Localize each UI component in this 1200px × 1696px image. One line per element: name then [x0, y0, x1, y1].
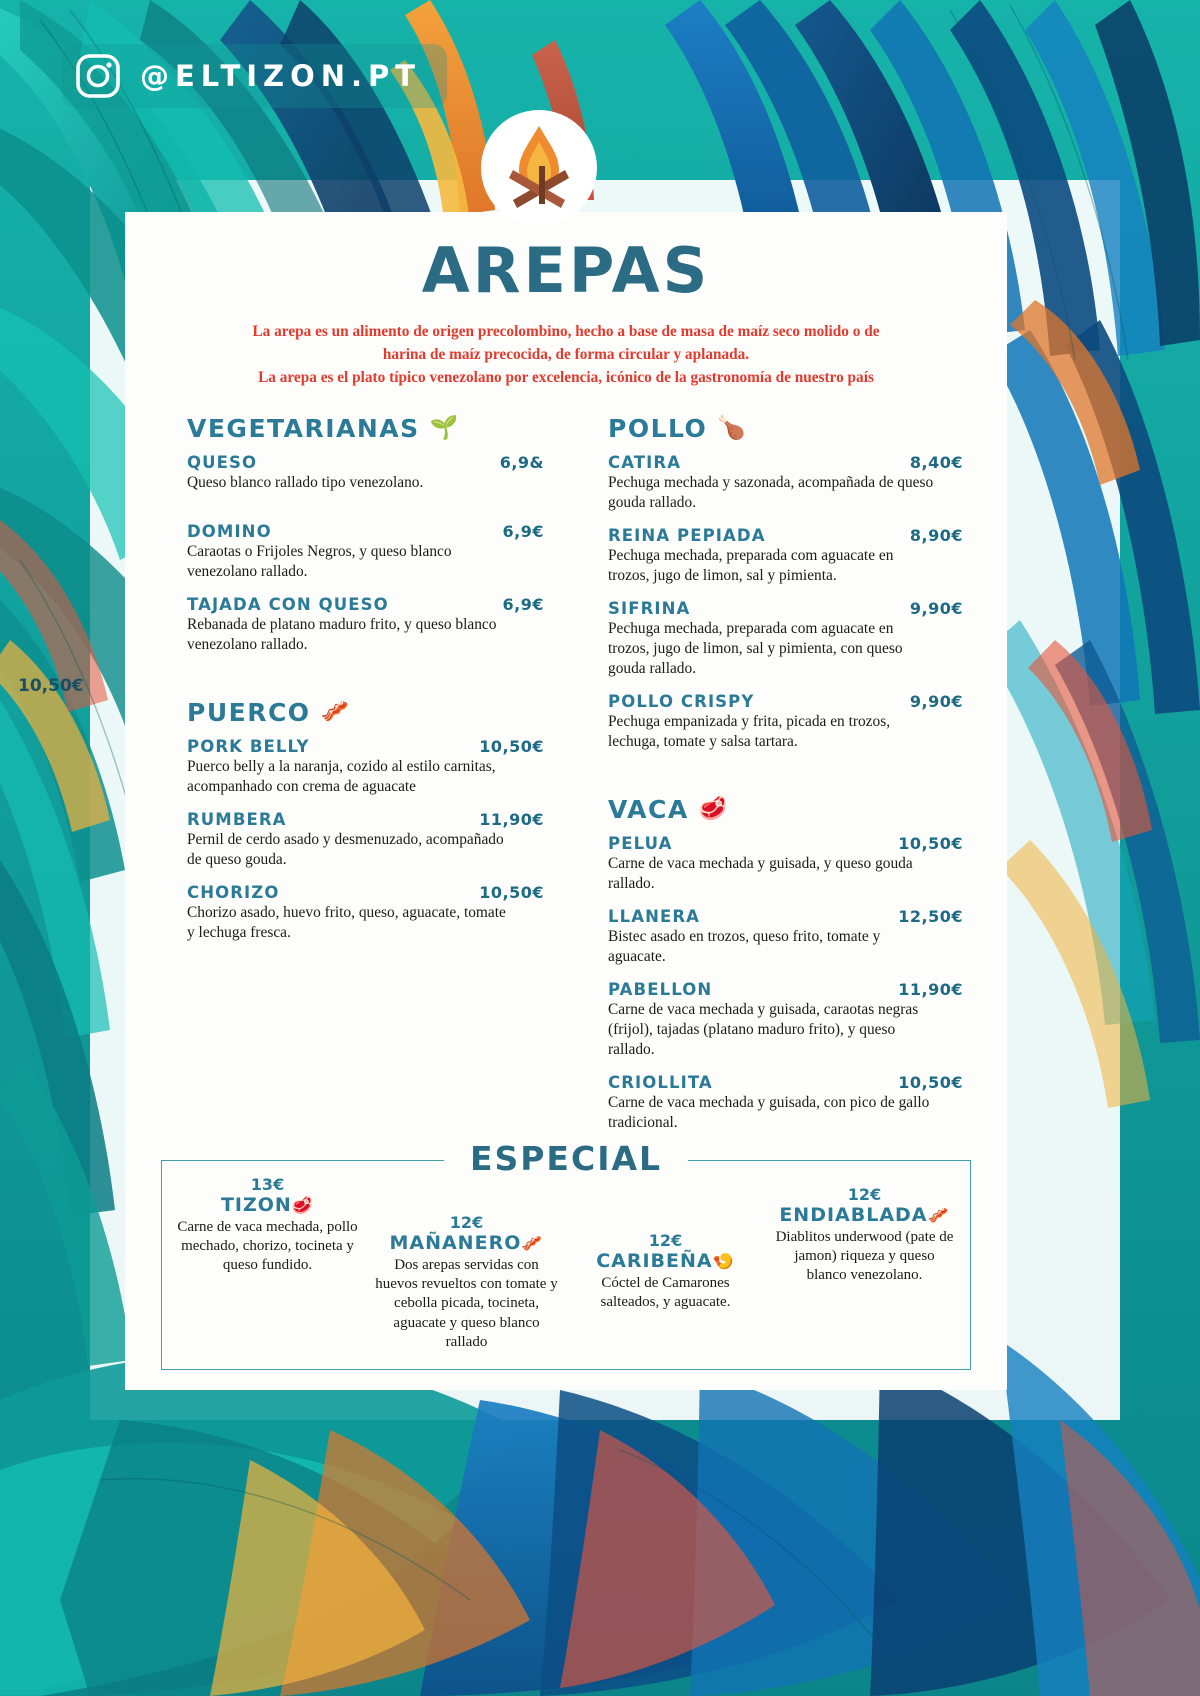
cut-of-meat-icon: 🥩 — [291, 1196, 315, 1217]
item-name: PORK BELLY — [187, 736, 310, 756]
especial-grid — [162, 1161, 970, 1369]
item-description: Pechuga empanizada y frita, picada en trozos, lechuga, tomate y salsa tartara. — [608, 712, 891, 750]
spacer — [608, 765, 963, 795]
cut-of-meat-icon: 🥩 — [698, 795, 729, 822]
left-column — [159, 414, 566, 1146]
item-price: 6,9€ — [502, 521, 544, 541]
bacon-icon: 🥓 — [521, 1234, 544, 1255]
item-price: 9,90€ — [909, 598, 963, 618]
especial-name: ENDIABLADA🥓 — [779, 1204, 950, 1227]
intro-paragraph — [167, 321, 965, 390]
menu-item[interactable] — [187, 810, 544, 870]
item-price: 10,50€ — [479, 736, 544, 756]
section-header-vaca — [608, 795, 963, 824]
right-column — [566, 414, 973, 1146]
item-name: CHORIZO — [187, 882, 280, 902]
especial-item[interactable] — [168, 1175, 367, 1369]
item-price: 11,90€ — [479, 809, 544, 829]
especial-section — [161, 1139, 971, 1370]
section-title-vegetarianas: VEGETARIANAS — [187, 413, 420, 443]
item-description: Pernil de cerdo asado y desmenuzado, acompañado de queso gouda. — [187, 830, 504, 868]
item-name: PELUA — [608, 833, 673, 853]
menu-item[interactable] — [187, 737, 544, 797]
especial-price: 12€ — [847, 1185, 882, 1205]
instagram-badge[interactable] — [62, 44, 447, 108]
menu-item[interactable] — [608, 599, 963, 679]
especial-item[interactable] — [566, 1175, 765, 1369]
seedling-icon: 🌱 — [429, 414, 460, 441]
item-name: POLLO CRISPY — [608, 691, 755, 711]
item-name: REINA PEPIADA — [608, 525, 766, 545]
item-price: 11,90€ — [898, 980, 963, 1000]
item-name: LLANERA — [608, 906, 701, 926]
item-description: Queso blanco rallado tipo venezolano. — [187, 473, 424, 491]
menu-columns — [125, 414, 1007, 1146]
menu-item[interactable] — [608, 907, 963, 967]
item-description: Carne de vaca mechada y guisada, con pico de gallo tradicional. — [608, 1094, 930, 1132]
menu-item[interactable] — [187, 453, 544, 493]
item-name: SIFRINA — [608, 598, 691, 618]
especial-price: 13€ — [250, 1175, 285, 1195]
especial-price: 12€ — [648, 1231, 683, 1251]
menu-item[interactable] — [187, 595, 544, 655]
menu-item[interactable] — [608, 453, 963, 513]
item-name: DOMINO — [187, 521, 272, 541]
section-header-vegetarianas — [187, 414, 544, 443]
spacer — [187, 668, 544, 698]
especial-item[interactable] — [765, 1175, 964, 1369]
item-name: RUMBERA — [187, 809, 287, 829]
fried-shrimp-icon: 🍤 — [712, 1252, 735, 1273]
especial-price: 12€ — [449, 1213, 484, 1233]
item-description: Carne de vaca mechada y guisada, y queso gouda rallado. — [608, 854, 913, 892]
item-description: Bistec asado en trozos, queso frito, tomate y aguacate. — [608, 927, 881, 965]
menu-item[interactable] — [608, 526, 963, 586]
section-title-puerco: PUERCO — [187, 697, 311, 727]
item-price: 6,9€ — [502, 594, 544, 614]
menu-item[interactable] — [187, 883, 544, 943]
item-name: QUESO — [187, 452, 258, 472]
especial-item[interactable] — [367, 1175, 566, 1369]
menu-item[interactable] — [608, 834, 963, 894]
bacon-icon: 🥓 — [927, 1206, 950, 1227]
item-description: Rebanada de platano maduro frito, y queso blanco venezolano rallado. — [187, 615, 497, 653]
especial-title: ESPECIAL — [162, 1139, 970, 1178]
section-title-pollo: POLLO — [608, 413, 708, 443]
menu-item[interactable] — [608, 980, 963, 1060]
item-description: Pechuga mechada, preparada com aguacate en trozos, jugo de limon, sal y pimienta, con queso gouda rallado. — [608, 619, 903, 677]
especial-description: Dos arepas servidas con huevos revueltos con tomate y cebolla picada, tocineta, aguacate y queso blanco rallado — [375, 1257, 558, 1350]
item-price: 6,9& — [499, 452, 544, 472]
item-description: Chorizo asado, huevo frito, queso, aguacate, tomate y lechuga fresca. — [187, 903, 506, 941]
especial-description: Carne de vaca mechada, pollo mechado, chorizo, tocineta y queso fundido. — [177, 1219, 358, 1274]
especial-name: CARIBEÑA🍤 — [596, 1250, 735, 1273]
item-price: 10,50€ — [898, 1073, 963, 1093]
item-name: CATIRA — [608, 452, 682, 472]
section-header-puerco — [187, 698, 544, 727]
bacon-icon: 🥓 — [320, 698, 351, 725]
item-name: CRIOLLITA — [608, 1073, 713, 1093]
item-description: Caraotas o Frijoles Negros, y queso blanco venezolano rallado. — [187, 542, 452, 580]
item-price: 8,90€ — [909, 525, 963, 545]
item-description: Pechuga mechada y sazonada, acompañada de queso gouda rallado. — [608, 473, 934, 511]
menu-item[interactable] — [187, 522, 544, 582]
item-description: Carne de vaca mechada y guisada, caraotas negras (frijol), tajadas (platano maduro frito), y queso rallado. — [608, 1001, 919, 1059]
especial-description: Cóctel de Camarones salteados, y aguacate. — [600, 1275, 731, 1311]
especial-name: TIZON🥩 — [220, 1194, 315, 1217]
especial-name: MAÑANERO🥓 — [389, 1232, 544, 1255]
menu-item[interactable] — [608, 1073, 963, 1133]
intro-line-1: La arepa es un alimento de origen precolombino, hecho a base de masa de maíz seco molido o de — [252, 323, 880, 340]
section-header-pollo — [608, 414, 963, 443]
item-name: TAJADA CON QUESO — [187, 594, 389, 614]
stray-price-label: 10,50€ — [18, 676, 84, 696]
item-price: 9,90€ — [909, 691, 963, 711]
menu-item[interactable] — [608, 692, 963, 752]
campfire-emblem — [479, 108, 599, 228]
item-price: 10,50€ — [479, 882, 544, 902]
item-price: 12,50€ — [898, 906, 963, 926]
spacer — [187, 506, 544, 522]
intro-line-2: harina de maíz precocida, de forma circular y aplanada. — [382, 345, 750, 363]
item-description: Pechuga mechada, preparada com aguacate en trozos, jugo de limon, sal y pimienta. — [608, 546, 894, 584]
menu-card — [125, 212, 1007, 1390]
instagram-handle: @ELTIZON.PT — [140, 59, 422, 93]
section-title-vaca: VACA — [608, 794, 689, 824]
poultry-leg-icon: 🍗 — [717, 414, 748, 441]
item-price: 8,40€ — [909, 452, 963, 472]
especial-description: Diablitos underwood (pate de jamon) riqueza y queso blanco venezolano. — [775, 1229, 954, 1284]
item-price: 10,50€ — [898, 833, 963, 853]
item-description: Puerco belly a la naranja, cozido al estilo carnitas, acompanhado con crema de aguacate — [187, 757, 496, 795]
intro-line-3: La arepa es el plato típico venezolano por excelencia, icónico de la gastronomía de nuestro país — [258, 368, 874, 386]
page-title: AREPAS — [421, 234, 711, 307]
instagram-icon — [74, 52, 122, 100]
item-name: PABELLON — [608, 980, 713, 1000]
